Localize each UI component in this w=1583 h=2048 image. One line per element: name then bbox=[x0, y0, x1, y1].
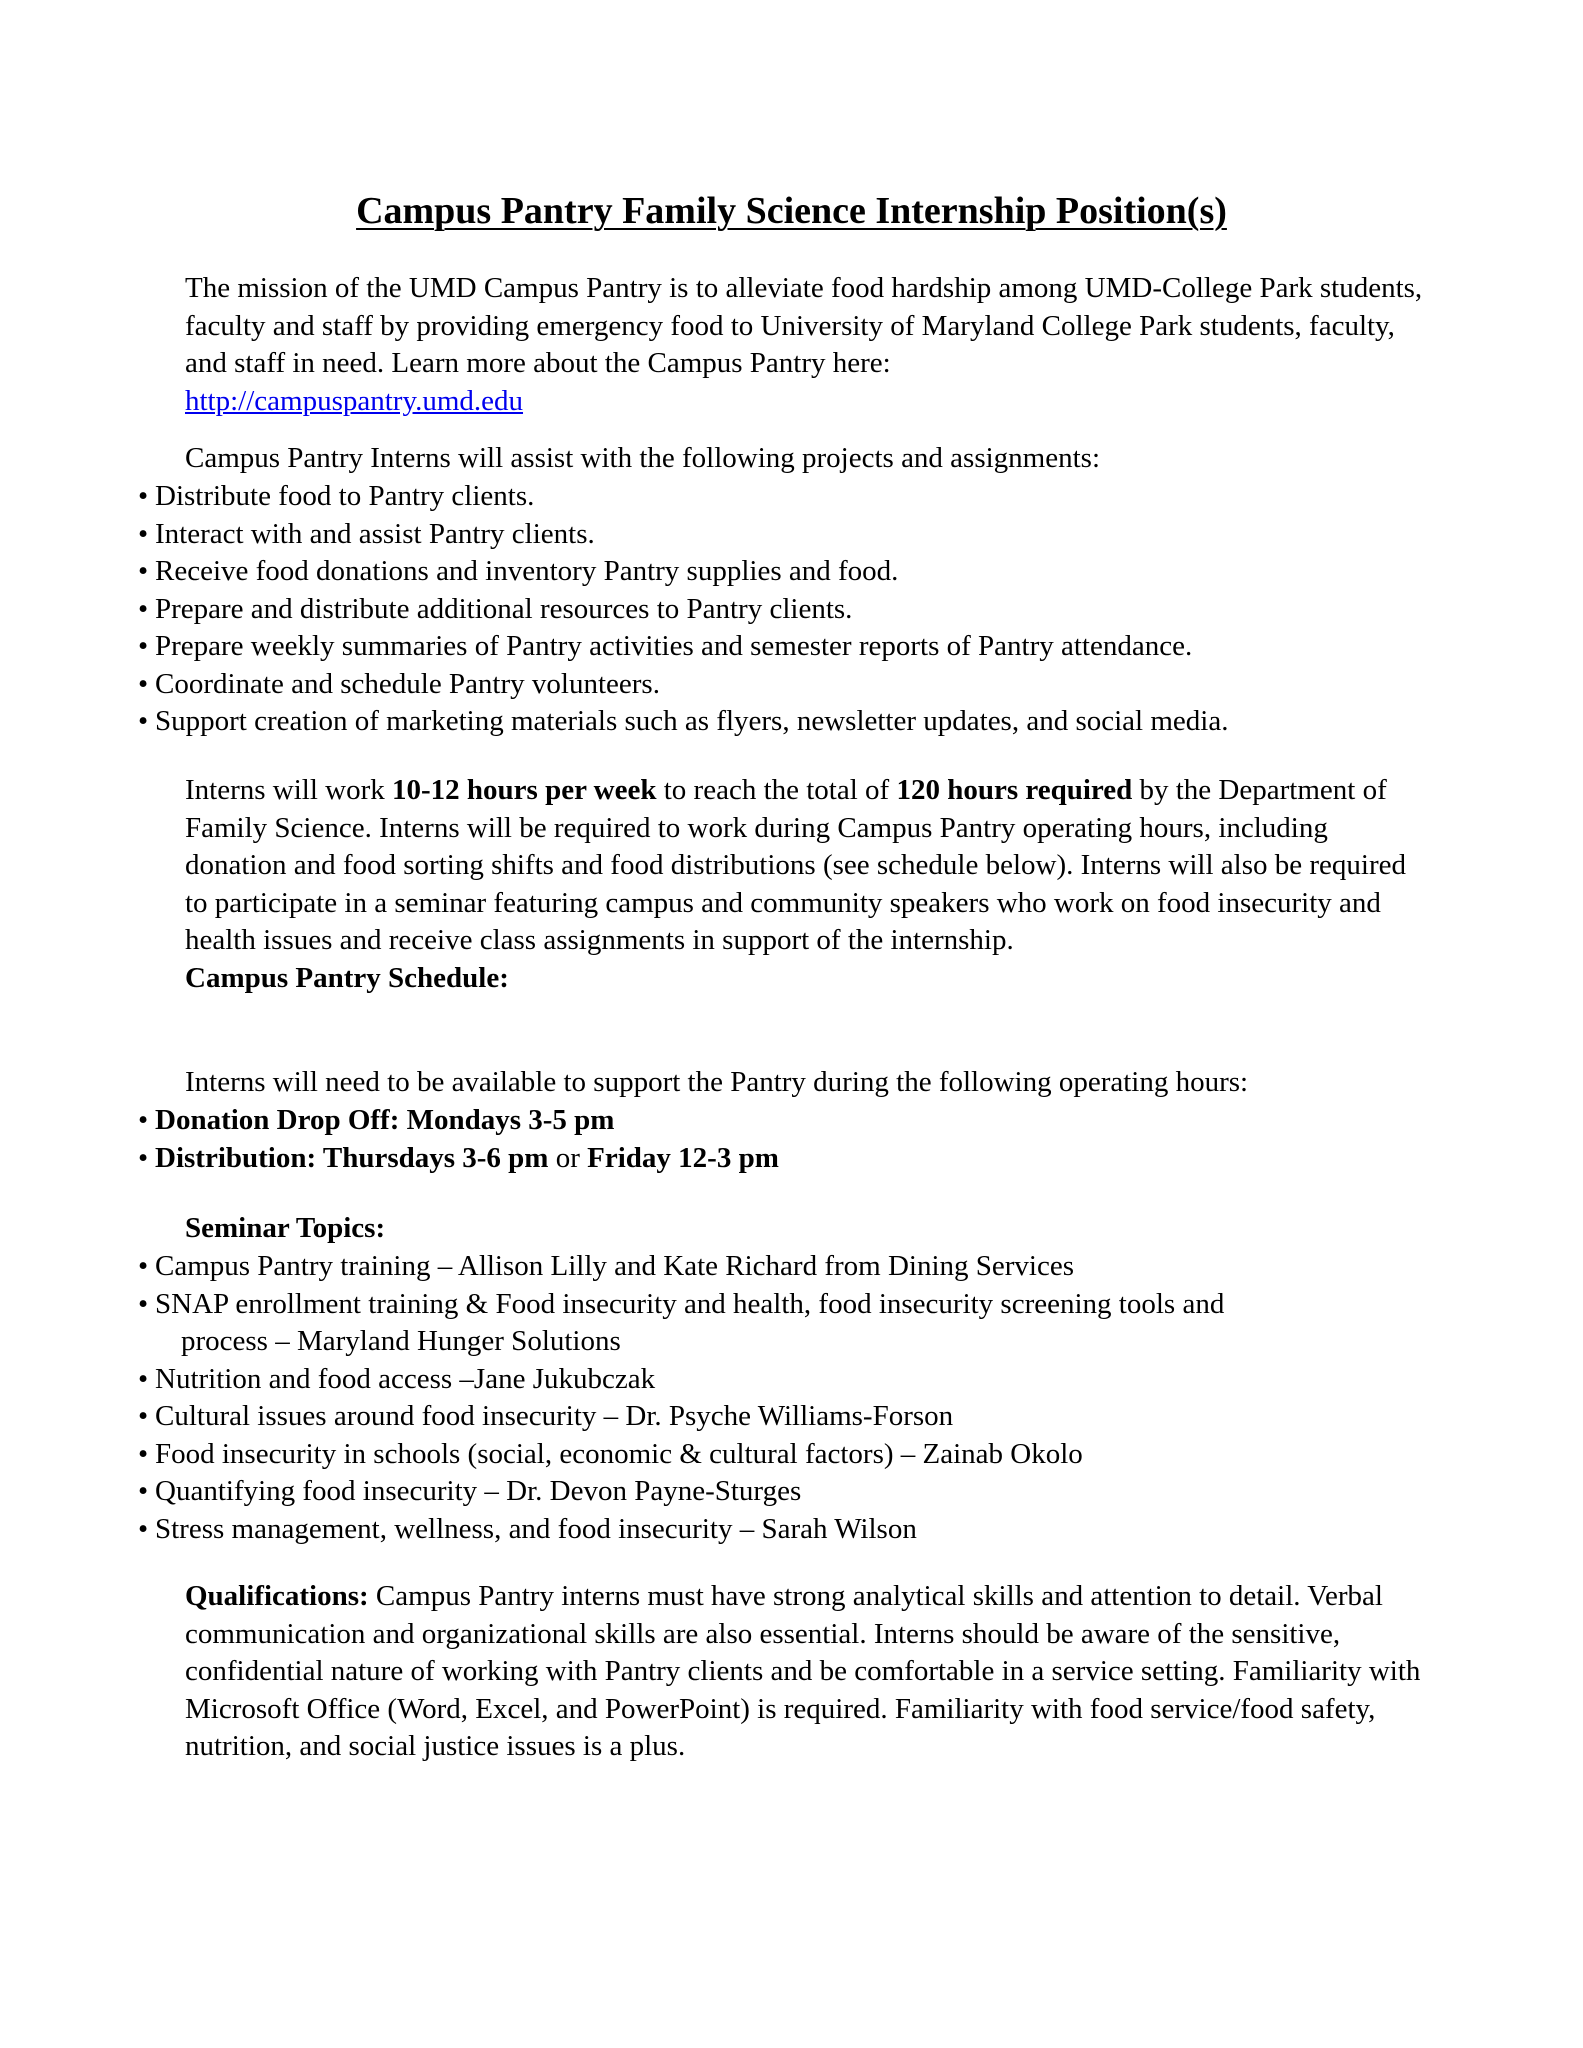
list-item: • Campus Pantry training – Allison Lilly and Kate Richard from Dining Services bbox=[138, 1248, 1438, 1286]
qualifications-label: Qualifications: bbox=[185, 1580, 369, 1612]
bullet-icon: • bbox=[138, 480, 149, 512]
seminar-heading: Seminar Topics: bbox=[185, 1212, 386, 1244]
list-item: • Nutrition and food access –Jane Jukubczak bbox=[138, 1361, 1438, 1399]
bullet-icon: • bbox=[138, 667, 149, 700]
list-item: • Distribution: Thursdays 3-6 pm or Friday 12-3 pm bbox=[138, 1140, 1438, 1178]
bullet-icon: • bbox=[138, 1362, 149, 1395]
weekly-hours: 10-12 hours per week bbox=[392, 774, 657, 806]
bullet-icon: • bbox=[138, 592, 149, 625]
list-item: • Cultural issues around food insecurity – Dr. Psyche Williams-Forson bbox=[138, 1398, 1438, 1436]
hours-paragraph: Interns will work 10-12 hours per week to reach the total of 120 hours required by the Department of Family Science. Interns will be required to work during Campus Pantry operating hours, including donation and food sorting shifts and food distributions (see schedule below). Interns will also be required to participate in a seminar featuring campus and community speakers who work on food insecurity and health issues and receive class assignments in support of the internship. Campus Pantry Schedule: bbox=[185, 774, 1406, 994]
seminar-list bbox=[138, 1248, 1438, 1548]
list-item: • Receive food donations and inventory Pantry supplies and food. bbox=[138, 553, 1438, 591]
list-item: • Coordinate and schedule Pantry volunteers. bbox=[138, 666, 1438, 704]
list-item: • Prepare and distribute additional resources to Pantry clients. bbox=[138, 591, 1438, 629]
list-item: • Food insecurity in schools (social, economic & cultural factors) – Zainab Okolo bbox=[138, 1436, 1438, 1474]
list-item: • Distribute food to Pantry clients. bbox=[138, 478, 1438, 516]
schedule-list bbox=[138, 1102, 1438, 1177]
duties-list bbox=[138, 478, 1438, 741]
bullet-icon: • bbox=[138, 555, 149, 587]
list-item: • Stress management, wellness, and food insecurity – Sarah Wilson bbox=[138, 1511, 1438, 1549]
list-item: • Prepare weekly summaries of Pantry activities and semester reports of Pantry attendance. bbox=[138, 628, 1438, 666]
bullet-icon: • bbox=[138, 517, 149, 550]
list-item: • SNAP enrollment training & Food insecurity and health, food insecurity screening tools and process – Maryland Hunger Solutions bbox=[138, 1287, 1225, 1357]
distribution-thursday: Distribution: Thursdays 3-6 pm bbox=[155, 1141, 549, 1174]
distribution-friday: Friday 12-3 pm bbox=[587, 1141, 779, 1174]
campus-pantry-link[interactable]: http://campuspantry.umd.edu bbox=[185, 384, 524, 417]
bullet-icon: • bbox=[138, 630, 149, 662]
bullet-icon: • bbox=[138, 1437, 149, 1470]
bullet-icon: • bbox=[138, 1475, 149, 1507]
schedule-heading: Campus Pantry Schedule: bbox=[185, 961, 509, 994]
schedule-intro: Interns will need to be available to support the Pantry during the following operating hours: bbox=[185, 1066, 1249, 1098]
qualifications-paragraph: Qualifications: Campus Pantry interns must have strong analytical skills and attention to detail. Verbal communication and organizational skills are also essential. Interns should be aware of the sensitive, confidential nature of working with Pantry clients and be comfortable in a service setting. Familiarity with Microsoft Office (Word, Excel, and PowerPoint) is required. Familiarity with food service/food safety, nutrition, and social justice issues is a plus. bbox=[185, 1580, 1421, 1762]
bullet-icon: • bbox=[138, 1400, 149, 1432]
bullet-icon: • bbox=[138, 1104, 149, 1136]
mission-paragraph bbox=[185, 270, 1425, 420]
bullet-icon: • bbox=[138, 1512, 149, 1545]
list-item bbox=[138, 1102, 1438, 1140]
bullet-icon: • bbox=[138, 1287, 149, 1320]
list-item: • Support creation of marketing materials such as flyers, newsletter updates, and social media. bbox=[138, 703, 1438, 741]
bullet-icon: • bbox=[138, 1250, 149, 1282]
duties-intro: Campus Pantry Interns will assist with the following projects and assignments: bbox=[185, 442, 1101, 474]
bullet-icon: • bbox=[138, 705, 149, 737]
list-item: • Interact with and assist Pantry clients. bbox=[138, 516, 1438, 554]
page-title: Campus Pantry Family Science Internship Position(s) bbox=[356, 190, 1227, 232]
mission-text: The mission of the UMD Campus Pantry is to alleviate food hardship among UMD-College Park students, faculty and staff by providing emergency food to University of Maryland College Park students, faculty, and staff in need. Learn more about the Campus Pantry here: bbox=[185, 272, 1423, 379]
total-hours: 120 hours required bbox=[896, 774, 1133, 806]
list-item: • Quantifying food insecurity – Dr. Devon Payne-Sturges bbox=[138, 1473, 1438, 1511]
bullet-icon: • bbox=[138, 1141, 149, 1174]
donation-hours: Donation Drop Off: Mondays 3-5 pm bbox=[155, 1104, 615, 1136]
